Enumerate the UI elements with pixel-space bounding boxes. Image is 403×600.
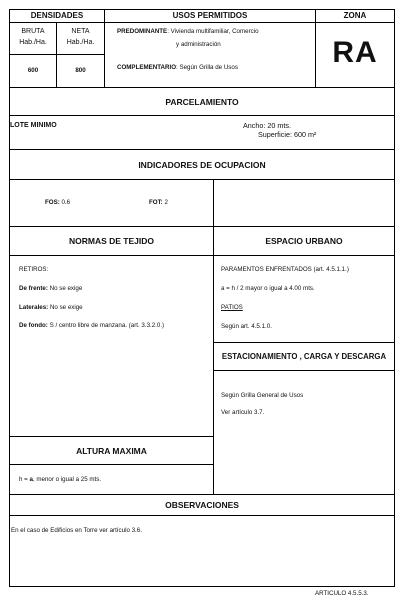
normas-body [9, 255, 214, 437]
neta-label: NETA [71, 28, 90, 35]
zona-header: ZONA [343, 11, 367, 20]
complementario-line [117, 64, 238, 71]
laterales-value: No se exige [48, 304, 83, 311]
densidades-header: DENSIDADES [30, 11, 84, 20]
indicadores-body-right [213, 179, 395, 227]
estacionamiento-line1: Según Grilla General de Usos [221, 392, 304, 399]
lote-minimo-label: LOTE MINIMO [10, 122, 57, 129]
indicadores-header: INDICADORES DE OCUPACION [138, 160, 266, 170]
retiros-label: RETIROS: [19, 266, 49, 273]
frente-label: De frente: [19, 285, 48, 292]
fondo-value: S / centro libre de manzana. (art. 3.3.2.0.) [47, 322, 165, 329]
complementario-value: : Según Grilla de Usos [176, 64, 238, 71]
indicadores-body-left [9, 179, 214, 227]
fot-label: FOT: [149, 199, 163, 206]
predominante-line2: y administración [176, 41, 221, 48]
estacionamiento-line2: Ver artículo 3.7. [221, 409, 265, 416]
patios-label: PATIOS [221, 304, 243, 311]
neta-value: 800 [75, 67, 86, 74]
estacionamiento-body [213, 370, 395, 495]
fos-value: 0.6 [59, 199, 71, 206]
paramentos-formula: a = h / 2 mayor o igual a 4.00 mts. [221, 285, 315, 292]
lote-superficie: Superficie: 600 m² [258, 130, 317, 139]
altura-value-prefix: h = [19, 476, 30, 483]
altura-value-suffix: , menor o igual a 25 mts. [32, 476, 102, 483]
altura-value [19, 476, 101, 483]
laterales-label: Laterales: [19, 304, 49, 311]
predominante-label: PREDOMINANTE [117, 28, 168, 35]
predominante-value: : Vivienda multifamiliar, Comercio [167, 28, 259, 35]
fot-indicator [149, 199, 168, 206]
fos-label: FOS: [45, 199, 60, 206]
observaciones-body [9, 515, 395, 587]
articulo-reference: ARTICULO 4.5.5.3. [315, 590, 369, 597]
altura-value-variable: a [29, 476, 33, 483]
parcelamiento-header: PARCELAMIENTO [165, 97, 239, 107]
retiro-fondo [19, 322, 164, 329]
paramentos-label: PARAMENTOS ENFRENTADOS (art. 4.5.1.1.) [221, 266, 349, 273]
frente-value: No se exige [47, 285, 83, 292]
normas-header: NORMAS DE TEJIDO [68, 236, 154, 246]
usos-header: USOS PERMITIDOS [172, 11, 248, 20]
bruta-value: 600 [27, 67, 39, 74]
neta-value-divider [56, 54, 58, 88]
patios-ref: Según art. 4.5.1.0. [221, 323, 272, 330]
bruta-unit: Hab./Ha. [19, 39, 47, 46]
lote-ancho: Ancho: 20 mts. [243, 121, 291, 130]
fot-value: 2 [162, 199, 168, 206]
complementario-label: COMPLEMENTARIO [117, 64, 177, 71]
altura-header: ALTURA MAXIMA [76, 446, 147, 456]
retiro-laterales [19, 304, 83, 311]
predominante-line [117, 28, 259, 35]
observaciones-text: En el caso de Edificios en Torre ver artículo 3.6. [11, 527, 142, 534]
parcelamiento-body [9, 115, 395, 150]
espacio-header: ESPACIO URBANO [265, 236, 343, 246]
neta-unit: Hab./Ha. [66, 39, 95, 46]
retiro-frente [19, 285, 82, 292]
bruta-label: BRUTA [21, 28, 45, 35]
estacionamiento-header: ESTACIONAMIENTO , CARGA Y DESCARGA [221, 352, 387, 361]
zona-code: RA [332, 36, 378, 69]
observaciones-header: OBSERVACIONES [165, 500, 239, 510]
fondo-label: De fondo: [19, 322, 48, 329]
fos-indicator [45, 199, 70, 206]
